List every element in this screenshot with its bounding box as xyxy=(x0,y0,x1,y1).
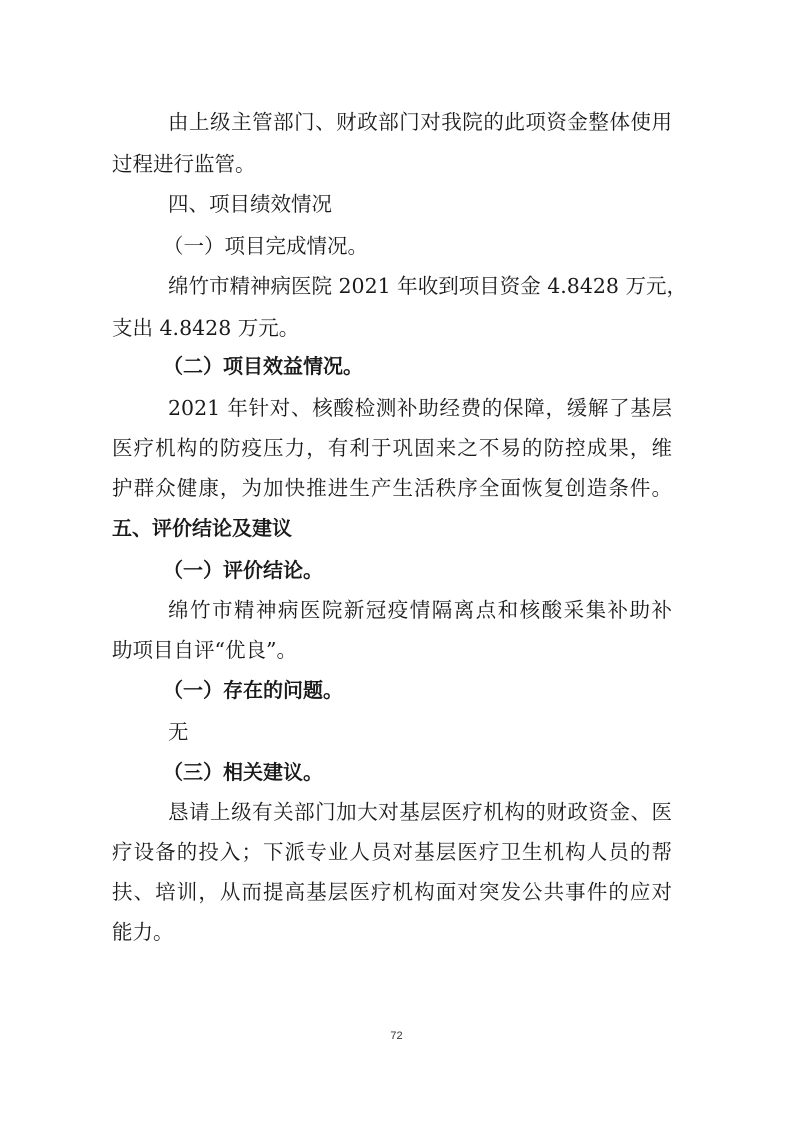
paragraph-line: 扶、培训，从而提高基层医疗机构面对突发公共事件的应对 xyxy=(112,880,672,904)
paragraph-line: 护群众健康，为加快推进生产生活秩序全面恢复创造条件。 xyxy=(112,476,672,500)
subsection-heading: （三）相关建议。 xyxy=(163,760,323,784)
subsection-heading: （二）项目效益情况。 xyxy=(163,354,363,378)
section-heading: 五、评价结论及建议 xyxy=(112,516,292,540)
section-heading: 四、项目绩效情况 xyxy=(168,192,332,216)
subsection-heading: （一）存在的问题。 xyxy=(163,678,343,702)
paragraph-line: 由上级主管部门、财政部门对我院的此项资金整体使用 xyxy=(168,110,672,134)
subsection-heading: （一）评价结论。 xyxy=(163,558,323,582)
subsection-heading: （一）项目完成情况。 xyxy=(163,234,368,258)
paragraph-line: 疗设备的投入；下派专业人员对基层医疗卫生机构人员的帮 xyxy=(112,840,672,864)
paragraph-line: 医疗机构的防疫压力，有利于巩固来之不易的防控成果，维 xyxy=(112,436,672,460)
paragraph-line: 绵竹市精神病医院新冠疫情隔离点和核酸采集补助补 xyxy=(168,598,672,622)
paragraph-line: 2021 年针对、核酸检测补助经费的保障，缓解了基层 xyxy=(168,396,672,420)
paragraph-line: 绵竹市精神病医院 2021 年收到项目资金 4.8428 万元， xyxy=(168,274,687,298)
paragraph-line: 能力。 xyxy=(112,920,174,944)
paragraph-line: 支出 4.8428 万元。 xyxy=(112,316,300,340)
paragraph-line: 助项目自评“优良”。 xyxy=(112,638,297,662)
paragraph-line: 恳请上级有关部门加大对基层医疗机构的财政资金、医 xyxy=(168,800,672,824)
paragraph-line: 过程进行监管。 xyxy=(112,152,256,176)
paragraph-line: 无 xyxy=(168,720,189,744)
page-number: 72 xyxy=(390,1030,403,1042)
